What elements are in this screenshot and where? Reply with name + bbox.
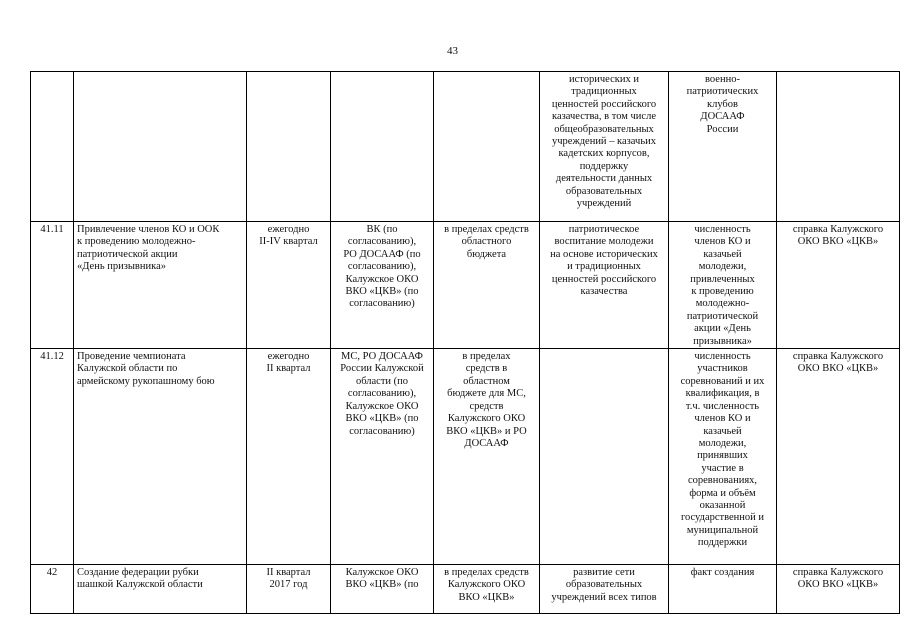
table-row (31, 565, 900, 614)
cell-term: ежегодно II квартал (247, 349, 331, 565)
cell-goal: патриотическое воспитание молодежи на основе исторических и традиционных ценностей российского казачества (540, 222, 669, 349)
events-table (30, 71, 900, 614)
cell-term (247, 72, 331, 222)
cell-term: ежегодно II-IV квартал (247, 222, 331, 349)
cell-number: 41.11 (31, 222, 74, 349)
cell-event-name: Привлечение членов КО и ООК к проведению молодежно- патриотической акции «День призывника» (74, 222, 247, 349)
table-row (31, 72, 900, 222)
cell-executor (331, 72, 434, 222)
table-row (31, 222, 900, 349)
cell-executor: ВК (по согласованию), РО ДОСААФ (по согласованию), Калужское ОКО ВКО «ЦКВ» (по согласованию) (331, 222, 434, 349)
cell-number (31, 72, 74, 222)
table-row (31, 349, 900, 565)
cell-funding (434, 72, 540, 222)
cell-report: справка Калужского ОКО ВКО «ЦКВ» (777, 565, 900, 614)
cell-executor: МС, РО ДОСААФ России Калужской области (по согласованию), Калужское ОКО ВКО «ЦКВ» (по согласованию) (331, 349, 434, 565)
cell-term: II квартал 2017 год (247, 565, 331, 614)
page-number: 43 (447, 45, 458, 57)
cell-funding: в пределах средств областного бюджета (434, 222, 540, 349)
cell-indicator: факт создания (669, 565, 777, 614)
cell-goal: развитие сети образовательных учреждений всех типов (540, 565, 669, 614)
cell-indicator: военно- патриотических клубов ДОСААФ России (669, 72, 777, 222)
cell-funding: в пределах средств Калужского ОКО ВКО «ЦКВ» (434, 565, 540, 614)
cell-goal: исторических и традиционных ценностей российского казачества, в том числе общеобразовательных учреждений – казачьих кадетских корпусов, поддержку деятельности данных образовательных учреждений (540, 72, 669, 222)
cell-indicator: численность членов КО и казачьей молодежи, привлеченных к проведению молодежно- патриотической акции «День призывника» (669, 222, 777, 349)
cell-number: 41.12 (31, 349, 74, 565)
cell-indicator: численность участников соревнований и их квалификация, в т.ч. численность членов КО и казачьей молодежи, принявших участие в соревнованиях, форма и объём оказанной государственной и муниципальной поддержки (669, 349, 777, 565)
cell-report (777, 72, 900, 222)
cell-executor: Калужское ОКО ВКО «ЦКВ» (по (331, 565, 434, 614)
cell-event-name (74, 72, 247, 222)
cell-event-name: Создание федерации рубки шашкой Калужской области (74, 565, 247, 614)
cell-funding: в пределах средств в областном бюджете для МС, средств Калужского ОКО ВКО «ЦКВ» и РО ДОСААФ (434, 349, 540, 565)
cell-report: справка Калужского ОКО ВКО «ЦКВ» (777, 349, 900, 565)
cell-number: 42 (31, 565, 74, 614)
cell-report: справка Калужского ОКО ВКО «ЦКВ» (777, 222, 900, 349)
cell-goal (540, 349, 669, 565)
cell-event-name: Проведение чемпионата Калужской области по армейскому рукопашному бою (74, 349, 247, 565)
